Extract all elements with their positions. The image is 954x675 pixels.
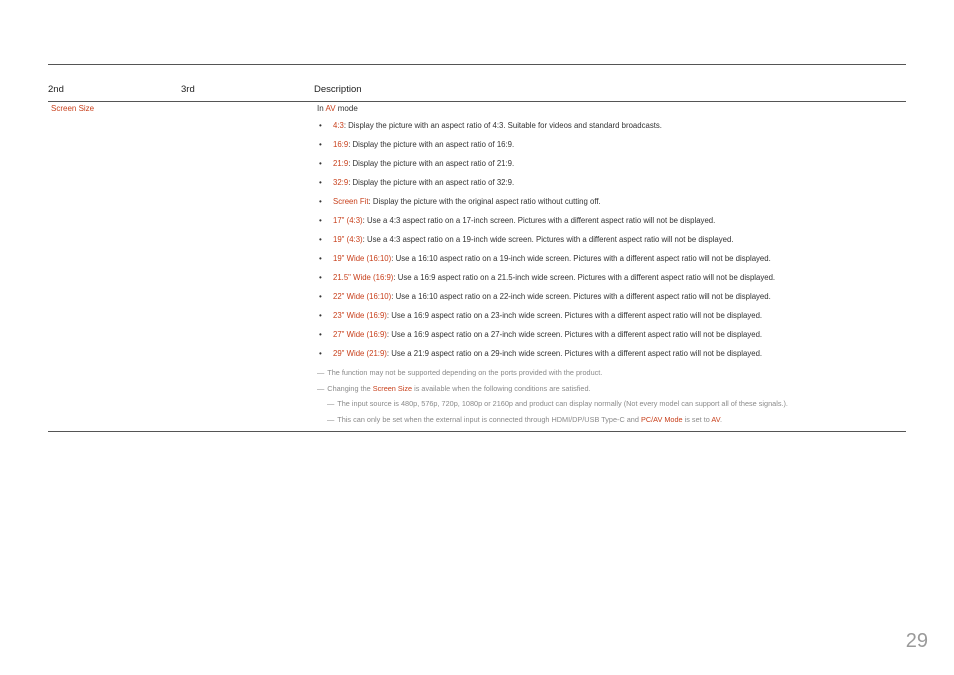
bullet-icon: •	[319, 197, 322, 206]
item-term: 21:9	[333, 159, 349, 168]
note-dash-icon: ―	[327, 415, 335, 424]
note-port-support	[317, 368, 602, 377]
item-term: 17" (4:3)	[333, 216, 363, 225]
bullet-icon: •	[319, 311, 322, 320]
item-term: 19" Wide (16:10)	[333, 254, 392, 263]
menu-item-screen-size: Screen Size	[51, 104, 95, 113]
list-item	[317, 121, 775, 140]
note-external-input	[327, 415, 722, 424]
bullet-icon: •	[319, 292, 322, 301]
intro-suffix: mode	[335, 104, 358, 113]
item-text: : Use a 16:9 aspect ratio on a 21.5-inch wide screen. Pictures with a different aspect ratio will not be displayed.	[393, 273, 776, 282]
list-item	[317, 140, 775, 159]
item-text: : Use a 16:9 aspect ratio on a 27-inch wide screen. Pictures with a different aspect ratio will not be displayed.	[386, 330, 763, 339]
bullet-icon: •	[319, 121, 322, 130]
note-suffix: is available when the following conditions are satisfied.	[412, 384, 591, 393]
list-item	[317, 159, 775, 178]
note-dash-icon: ―	[327, 399, 335, 408]
note-prefix: This can only be set when the external input is connected through HDMI/DP/USB Type-C and	[337, 415, 641, 424]
list-item	[317, 216, 775, 235]
item-text: : Display the picture with an aspect ratio of 4:3. Suitable for videos and standard broadcasts.	[343, 121, 662, 130]
item-text: : Display the picture with an aspect ratio of 32:9.	[348, 178, 515, 187]
note-prefix: Changing the	[327, 384, 373, 393]
bullet-icon: •	[319, 235, 322, 244]
list-item	[317, 311, 775, 330]
table-top-rule	[48, 64, 906, 65]
item-term: 32:9	[333, 178, 349, 187]
item-text: : Display the picture with the original aspect ratio without cutting off.	[368, 197, 601, 206]
aspect-ratio-list	[317, 121, 775, 368]
list-item	[317, 349, 775, 368]
mode-intro	[317, 104, 358, 113]
bullet-icon: •	[319, 159, 322, 168]
item-text: : Use a 16:9 aspect ratio on a 23-inch wide screen. Pictures with a different aspect ratio will not be displayed.	[386, 311, 763, 320]
note-dash-icon: ―	[317, 368, 325, 377]
column-header-2nd: 2nd	[48, 84, 64, 95]
list-item	[317, 235, 775, 254]
item-term: 21.5" Wide (16:9)	[333, 273, 394, 282]
note-dash-icon: ―	[317, 384, 325, 393]
bullet-icon: •	[319, 273, 322, 282]
item-text: : Use a 4:3 aspect ratio on a 17-inch screen. Pictures with a different aspect ratio will not be displayed.	[362, 216, 716, 225]
bullet-icon: •	[319, 216, 322, 225]
bullet-icon: •	[319, 254, 322, 263]
item-term: 4:3	[333, 121, 344, 130]
item-term: 23" Wide (16:9)	[333, 311, 387, 320]
bullet-icon: •	[319, 330, 322, 339]
item-text: : Use a 16:10 aspect ratio on a 22-inch wide screen. Pictures with a different aspect ratio will not be displayed.	[391, 292, 771, 301]
item-term: 16:9	[333, 140, 349, 149]
page-number: 29	[905, 630, 928, 652]
list-item	[317, 292, 775, 311]
bullet-icon: •	[319, 140, 322, 149]
intro-prefix: In	[317, 104, 326, 113]
note-middle: is set to	[682, 415, 712, 424]
list-item	[317, 273, 775, 292]
item-term: 19" (4:3)	[333, 235, 363, 244]
item-text: : Use a 16:10 aspect ratio on a 19-inch wide screen. Pictures with a different aspect ratio will not be displayed.	[391, 254, 771, 263]
item-text: : Display the picture with an aspect ratio of 16:9.	[348, 140, 515, 149]
list-item	[317, 178, 775, 197]
table-bottom-rule	[48, 431, 906, 432]
list-item	[317, 197, 775, 216]
list-item	[317, 254, 775, 273]
item-term: Screen Fit	[333, 197, 369, 206]
item-term: 22" Wide (16:10)	[333, 292, 392, 301]
item-term: 27" Wide (16:9)	[333, 330, 387, 339]
column-header-description: Description	[314, 84, 362, 95]
note-text: The function may not be supported depending on the ports provided with the product.	[327, 368, 603, 377]
list-item	[317, 330, 775, 349]
note-term: Screen Size	[372, 384, 413, 393]
column-header-3rd: 3rd	[181, 84, 195, 95]
item-text: : Display the picture with an aspect ratio of 21:9.	[348, 159, 515, 168]
note-term-av: AV	[711, 415, 720, 424]
item-term: 29" Wide (21:9)	[333, 349, 387, 358]
item-text: : Use a 4:3 aspect ratio on a 19-inch wide screen. Pictures with a different aspect ratio will not be displayed.	[362, 235, 734, 244]
note-term-pc-av-mode: PC/AV Mode	[640, 415, 683, 424]
header-rule	[48, 101, 906, 102]
note-text: The input source is 480p, 576p, 720p, 1080p or 2160p and product can display normally (Not every model can support all of these signals.).	[337, 399, 788, 408]
intro-mode: AV	[325, 104, 336, 113]
note-suffix: .	[719, 415, 722, 424]
bullet-icon: •	[319, 349, 322, 358]
note-changing-screen-size	[317, 384, 591, 393]
item-text: : Use a 21:9 aspect ratio on a 29-inch wide screen. Pictures with a different aspect ratio will not be displayed.	[386, 349, 763, 358]
bullet-icon: •	[319, 178, 322, 187]
note-input-source	[327, 399, 788, 408]
